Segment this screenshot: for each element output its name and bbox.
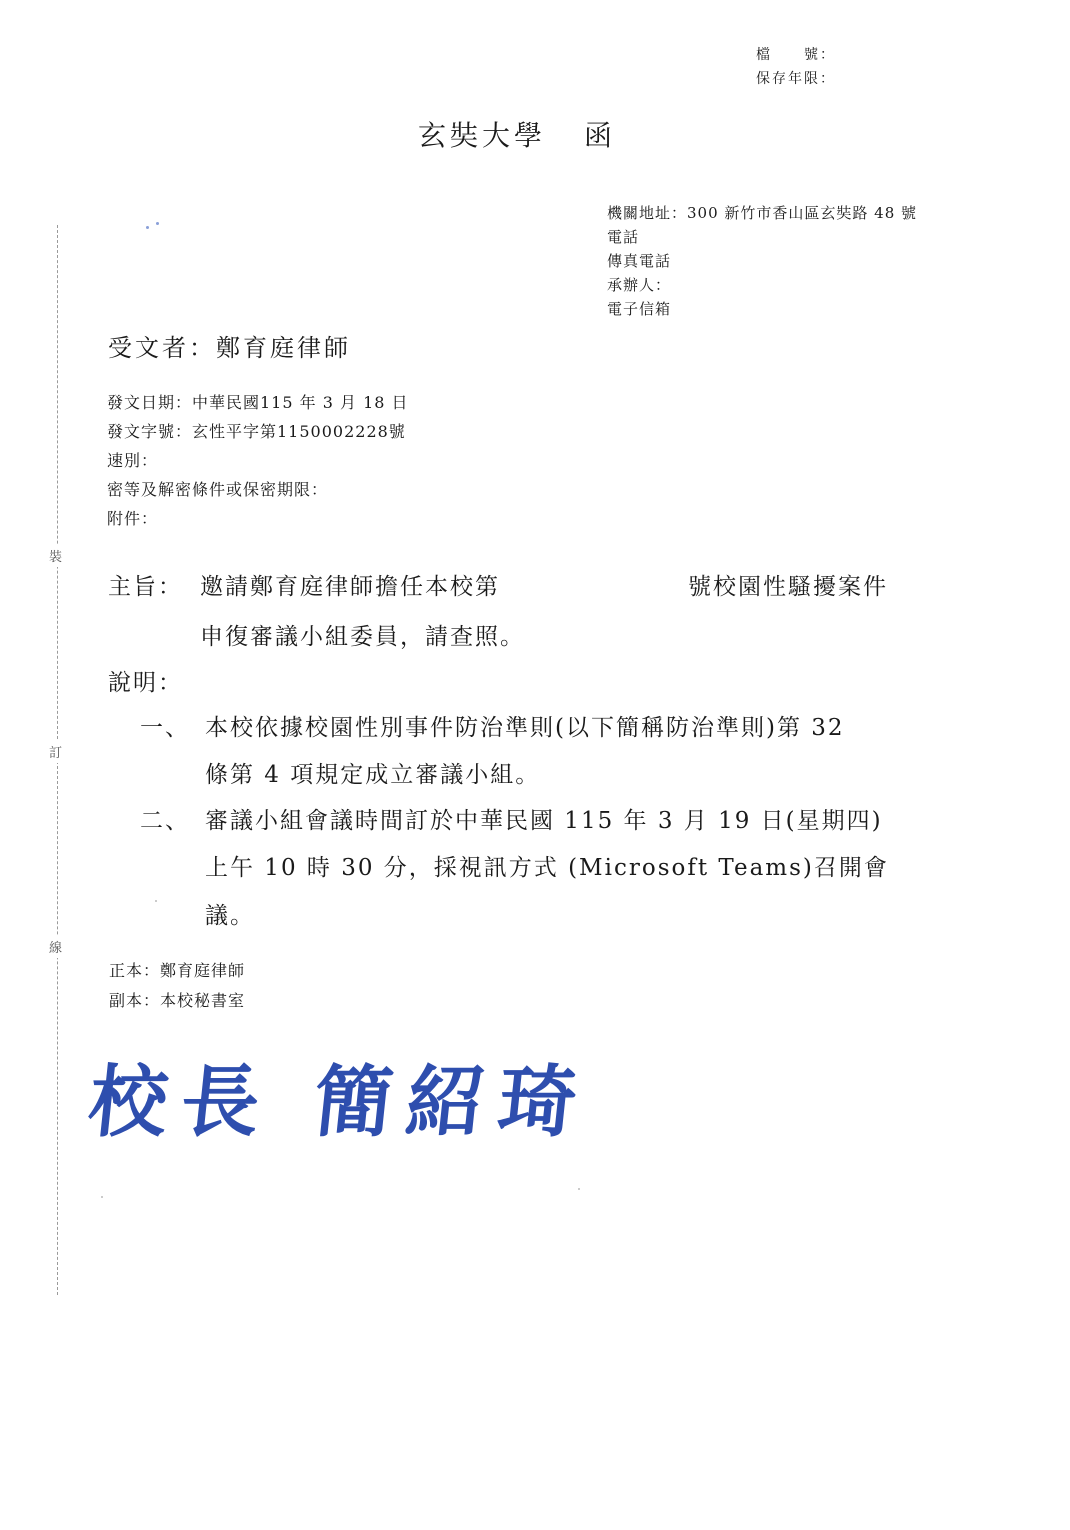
email-label: 電子信箱 xyxy=(607,300,672,318)
duplicate-copy: 副本：本校秘書室 xyxy=(109,991,246,1010)
attachment-label: 附件： xyxy=(107,509,159,528)
recipient: 受文者：鄭育庭律師 xyxy=(108,334,351,362)
speed-category: 速別： xyxy=(107,451,159,470)
explanation-item-1-line-2: 條第 4 項規定成立審議小組。 xyxy=(205,762,541,788)
explanation-item-1-line-1: 本校依據校園性別事件防治準則(以下簡稱防治準則)第 32 xyxy=(205,715,845,741)
phone-label: 電話 xyxy=(607,228,640,246)
secrecy-level: 密等及解密條件或保密期限： xyxy=(107,480,329,499)
scan-speck xyxy=(155,900,157,902)
principal-signature: 校長 簡紹琦 xyxy=(84,1057,596,1148)
scan-speck xyxy=(101,1196,103,1198)
scan-speck xyxy=(146,226,149,229)
binding-mark-zhuang: 裝 xyxy=(49,544,62,567)
contact-block xyxy=(607,201,917,321)
subject-label: 主旨： xyxy=(108,574,183,600)
explanation-item-2-line-1: 審議小組會議時間訂於中華民國 115 年 3 月 19 日(星期四) xyxy=(205,808,883,834)
retention-period-label: 保存年限： xyxy=(756,71,836,87)
agency-address: 機關地址：300 新竹市香山區玄奘路 48 號 xyxy=(607,204,918,222)
scan-speck xyxy=(578,1188,580,1190)
document-type: 函 xyxy=(584,119,617,152)
explanation-label: 說明： xyxy=(108,670,183,696)
scan-speck xyxy=(156,222,159,225)
file-number-label: 檔 號： xyxy=(756,47,836,63)
meta-block xyxy=(107,388,409,533)
binding-mark-xian: 線 xyxy=(49,935,62,958)
original-copy: 正本：鄭育庭律師 xyxy=(109,961,246,980)
binding-mark-ding: 訂 xyxy=(49,740,62,763)
subject-line-1a: 邀請鄭育庭律師擔任本校第 xyxy=(200,574,500,600)
explanation-item-2-line-3: 議。 xyxy=(205,903,255,929)
subject-line-1b: 號校園性騷擾案件 xyxy=(688,574,888,600)
explanation-item-1-number: 一、 xyxy=(140,715,190,741)
subject-line-2: 申復審議小組委員，請查照。 xyxy=(200,624,525,650)
explanation-item-2-line-2: 上午 10 時 30 分，採視訊方式 (Microsoft Teams)召開會 xyxy=(205,855,889,881)
org-name: 玄奘大學 xyxy=(418,119,547,152)
document-title xyxy=(418,114,616,154)
fax-label: 傳真電話 xyxy=(607,252,672,270)
issue-date: 發文日期：中華民國115 年 3 月 18 日 xyxy=(107,393,409,412)
handler-label: 承辦人： xyxy=(607,276,672,294)
explanation-item-2-number: 二、 xyxy=(140,808,190,834)
document-number: 發文字號：玄性平字第1150002228號 xyxy=(107,422,406,441)
